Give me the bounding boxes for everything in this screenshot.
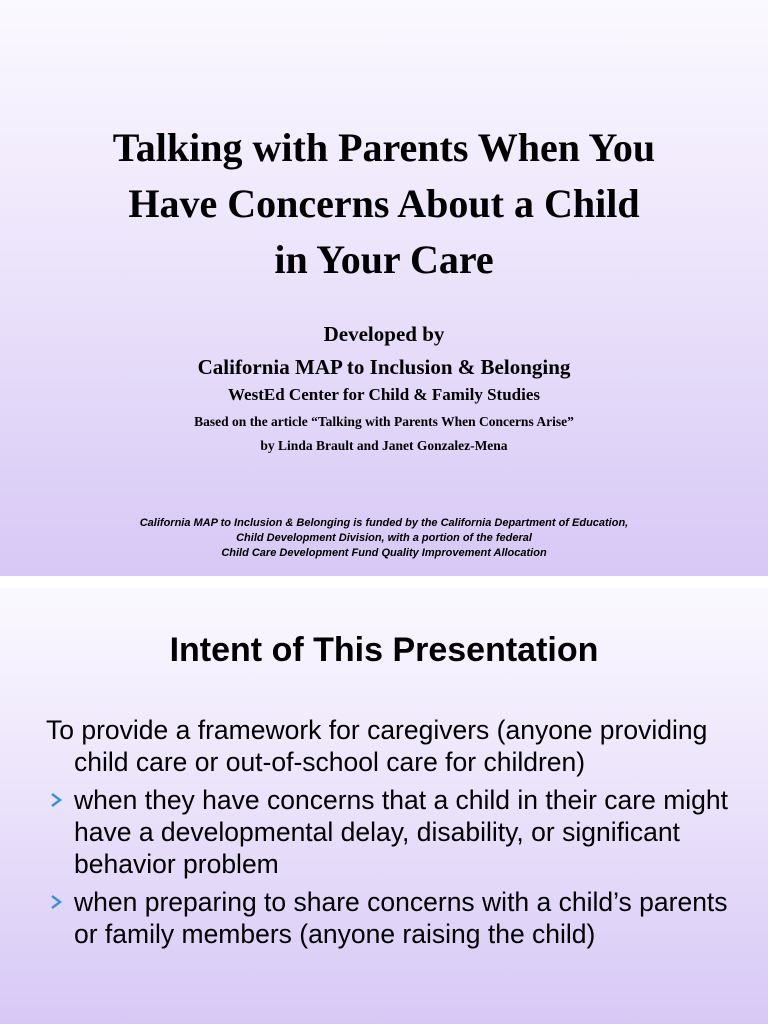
funding-note bbox=[0, 516, 768, 561]
bullet-text: when preparing to share concerns with a child’s parents or family members (anyone raising the child) bbox=[74, 887, 728, 949]
funding-line: Child Development Division, with a portion of the federal bbox=[236, 532, 532, 544]
chevron-right-icon bbox=[46, 886, 68, 918]
slide-title bbox=[20, 120, 748, 288]
center-name: WestEd Center for Child & Family Studies bbox=[228, 385, 540, 404]
funding-line: California MAP to Inclusion & Belonging is funded by the California Department of Education, bbox=[139, 517, 629, 529]
bullet-list bbox=[46, 784, 738, 950]
developed-by-label: Developed by bbox=[323, 322, 445, 346]
bullet-text: when they have concerns that a child in their care might have a developmental delay, disability, or significant behavior problem bbox=[74, 785, 729, 879]
funding-line: Child Care Development Fund Quality Improvement Allocation bbox=[221, 547, 547, 559]
slide-body bbox=[46, 714, 738, 956]
authors-line: by Linda Brault and Janet Gonzalez-Mena bbox=[260, 438, 508, 453]
slide-title: Intent of This Presentation bbox=[169, 631, 599, 669]
organization-name: California MAP to Inclusion & Belonging bbox=[197, 355, 571, 379]
intro-paragraph: To provide a framework for caregivers (anyone providing child care or out-of-school care for children) bbox=[46, 715, 708, 777]
title-line: in Your Care bbox=[274, 237, 494, 282]
title-line: Have Concerns About a Child bbox=[128, 181, 640, 226]
article-reference: Based on the article “Talking with Parents When Concerns Arise” bbox=[194, 414, 574, 429]
intent-slide bbox=[0, 588, 768, 1024]
chevron-right-icon bbox=[46, 784, 68, 816]
list-item bbox=[46, 886, 738, 950]
credits-block bbox=[0, 318, 768, 458]
title-line: Talking with Parents When You bbox=[112, 125, 656, 170]
list-item bbox=[46, 784, 738, 880]
